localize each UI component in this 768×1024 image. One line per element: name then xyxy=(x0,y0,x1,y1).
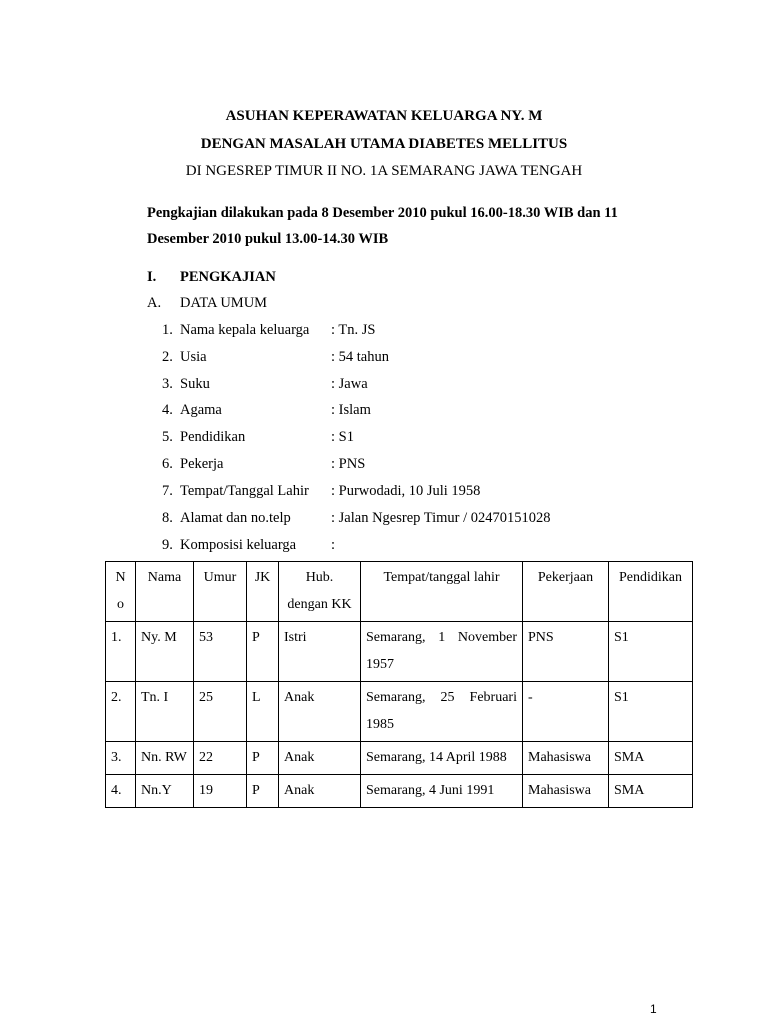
item-value: : Tn. JS xyxy=(331,322,376,338)
column-header-nama: Nama xyxy=(136,562,194,622)
cell-pendidikan: SMA xyxy=(609,742,693,775)
cell-pekerjaan: Mahasiswa xyxy=(523,775,609,808)
item-number: 3. xyxy=(162,376,173,392)
cell-umur: 22 xyxy=(194,742,247,775)
cell-jk: P xyxy=(247,775,279,808)
cell-umur: 25 xyxy=(194,682,247,742)
item-number: 9. xyxy=(162,537,173,553)
item-number: 2. xyxy=(162,349,173,365)
item-number: 4. xyxy=(162,402,173,418)
cell-ttl: Semarang, 25 Februari 1985 xyxy=(361,682,523,742)
item-label: Pekerja xyxy=(180,456,224,472)
item-value: : PNS xyxy=(331,456,366,472)
cell-jk: P xyxy=(247,742,279,775)
item-value: : Jawa xyxy=(331,376,368,392)
table-row xyxy=(106,622,693,682)
table-row xyxy=(106,682,693,742)
cell-pekerjaan: Mahasiswa xyxy=(523,742,609,775)
cell-pekerjaan: PNS xyxy=(523,622,609,682)
item-number: 7. xyxy=(162,483,173,499)
cell-hub: Anak xyxy=(279,682,361,742)
item-number: 8. xyxy=(162,510,173,526)
family-composition-table xyxy=(105,561,693,808)
document-title-line-1: ASUHAN KEPERAWATAN KELUARGA NY. M xyxy=(225,108,543,124)
column-header-ttl: Tempat/tanggal lahir xyxy=(361,562,523,622)
cell-hub: Istri xyxy=(279,622,361,682)
item-number: 5. xyxy=(162,429,173,445)
table-row xyxy=(106,775,693,808)
cell-jk: L xyxy=(247,682,279,742)
section-heading: PENGKAJIAN xyxy=(180,269,276,285)
cell-pendidikan: S1 xyxy=(609,622,693,682)
item-label: Usia xyxy=(180,349,207,365)
item-label: Komposisi keluarga xyxy=(180,537,297,553)
cell-ttl: Semarang, 4 Juni 1991 xyxy=(361,775,523,808)
cell-jk: P xyxy=(247,622,279,682)
table-header-row xyxy=(106,562,693,622)
cell-ttl: Semarang, 14 April 1988 xyxy=(361,742,523,775)
intro-line-1: Pengkajian dilakukan pada 8 Desember 2010 pukul 16.00-18.30 WIB dan 11 xyxy=(147,205,618,221)
column-header-jk: JK xyxy=(247,562,279,622)
page-number: 1 xyxy=(650,1002,657,1016)
item-value: : Islam xyxy=(331,402,371,418)
item-value: : Purwodadi, 10 Juli 1958 xyxy=(331,483,481,499)
cell-ttl: Semarang, 1 November 1957 xyxy=(361,622,523,682)
cell-pendidikan: SMA xyxy=(609,775,693,808)
cell-pendidikan: S1 xyxy=(609,682,693,742)
item-label: Tempat/Tanggal Lahir xyxy=(180,483,309,499)
column-header-pekerjaan: Pekerjaan xyxy=(523,562,609,622)
cell-nama: Nn. RW xyxy=(136,742,194,775)
item-value: : Jalan Ngesrep Timur / 02470151028 xyxy=(331,510,551,526)
cell-umur: 19 xyxy=(194,775,247,808)
item-value: : xyxy=(331,537,336,553)
item-label: Nama kepala keluarga xyxy=(180,322,310,338)
document-title-line-2: DENGAN MASALAH UTAMA DIABETES MELLITUS xyxy=(200,136,568,152)
item-number: 1. xyxy=(162,322,173,338)
cell-nama: Ny. M xyxy=(136,622,194,682)
cell-nama: Tn. I xyxy=(136,682,194,742)
cell-nama: Nn.Y xyxy=(136,775,194,808)
column-header-umur: Umur xyxy=(194,562,247,622)
cell-no: 2. xyxy=(106,682,136,742)
cell-umur: 53 xyxy=(194,622,247,682)
intro-line-2: Desember 2010 pukul 13.00-14.30 WIB xyxy=(147,231,389,247)
item-label: Suku xyxy=(180,376,210,392)
item-value: : 54 tahun xyxy=(331,349,389,365)
cell-no: 3. xyxy=(106,742,136,775)
cell-hub: Anak xyxy=(279,775,361,808)
item-label: Alamat dan no.telp xyxy=(180,510,291,526)
item-label: Agama xyxy=(180,402,222,418)
cell-no: 4. xyxy=(106,775,136,808)
table-row xyxy=(106,742,693,775)
subsection-letter: A. xyxy=(147,295,162,311)
column-header-no: N o xyxy=(106,562,136,622)
subsection-heading: DATA UMUM xyxy=(180,295,268,311)
item-value: : S1 xyxy=(331,429,354,445)
cell-hub: Anak xyxy=(279,742,361,775)
column-header-hub: Hub. dengan KK xyxy=(279,562,361,622)
cell-pekerjaan: - xyxy=(523,682,609,742)
item-label: Pendidikan xyxy=(180,429,246,445)
document-title-line-3: DI NGESREP TIMUR II NO. 1A SEMARANG JAWA TENGAH xyxy=(185,163,583,179)
cell-no: 1. xyxy=(106,622,136,682)
section-numeral: I. xyxy=(147,269,157,285)
column-header-pendidikan: Pendidikan xyxy=(609,562,693,622)
item-number: 6. xyxy=(162,456,173,472)
